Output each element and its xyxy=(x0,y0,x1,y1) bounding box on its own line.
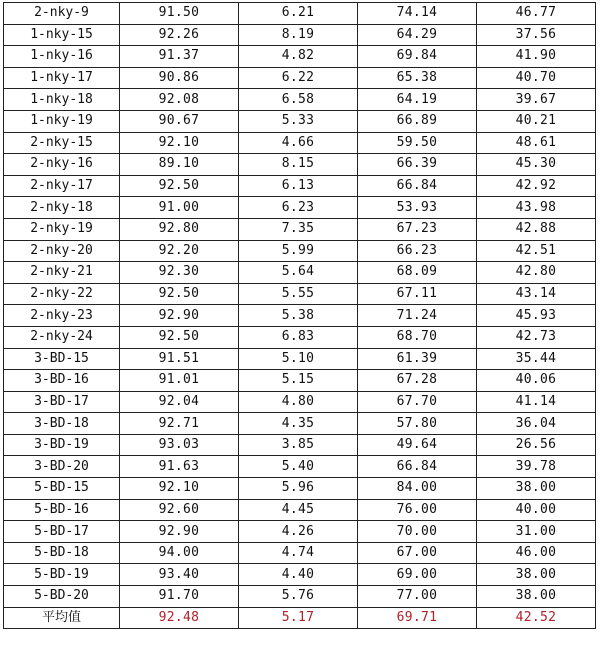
sample-name-cell: 2-nky-19 xyxy=(4,218,120,240)
table-row xyxy=(4,499,596,521)
table-row xyxy=(4,370,596,392)
value-cell: 8.15 xyxy=(239,154,358,176)
sample-name-cell: 2-nky-24 xyxy=(4,326,120,348)
value-cell: 42.51 xyxy=(477,240,596,262)
value-cell: 64.19 xyxy=(358,89,477,111)
value-cell: 6.83 xyxy=(239,326,358,348)
value-cell: 93.03 xyxy=(120,434,239,456)
value-cell: 84.00 xyxy=(358,478,477,500)
value-cell: 42.73 xyxy=(477,326,596,348)
value-cell: 5.99 xyxy=(239,240,358,262)
value-cell: 76.00 xyxy=(358,499,477,521)
table-row xyxy=(4,283,596,305)
value-cell: 7.35 xyxy=(239,218,358,240)
value-cell: 4.80 xyxy=(239,391,358,413)
value-cell: 91.37 xyxy=(120,46,239,68)
sample-name-cell: 3-BD-15 xyxy=(4,348,120,370)
value-cell: 91.50 xyxy=(120,3,239,25)
value-cell: 70.00 xyxy=(358,521,477,543)
sample-name-cell: 1-nky-18 xyxy=(4,89,120,111)
value-cell: 92.10 xyxy=(120,132,239,154)
table-row xyxy=(4,434,596,456)
value-cell: 68.70 xyxy=(358,326,477,348)
value-cell: 5.76 xyxy=(239,586,358,608)
value-cell: 4.35 xyxy=(239,413,358,435)
sample-name-cell: 5-BD-17 xyxy=(4,521,120,543)
value-cell: 92.90 xyxy=(120,521,239,543)
sample-name-cell: 3-BD-19 xyxy=(4,434,120,456)
sample-name-cell: 5-BD-20 xyxy=(4,586,120,608)
value-cell: 36.04 xyxy=(477,413,596,435)
table-row xyxy=(4,132,596,154)
value-cell: 92.60 xyxy=(120,499,239,521)
table-row xyxy=(4,586,596,608)
sample-name-cell: 1-nky-17 xyxy=(4,67,120,89)
value-cell: 65.38 xyxy=(358,67,477,89)
sample-name-cell: 2-nky-18 xyxy=(4,197,120,219)
value-cell: 40.70 xyxy=(477,67,596,89)
sample-name-cell: 2-nky-23 xyxy=(4,305,120,327)
table-row xyxy=(4,305,596,327)
average-value-cell: 69.71 xyxy=(358,607,477,629)
sample-name-cell: 5-BD-19 xyxy=(4,564,120,586)
sample-name-cell: 2-nky-16 xyxy=(4,154,120,176)
value-cell: 8.19 xyxy=(239,24,358,46)
value-cell: 92.04 xyxy=(120,391,239,413)
value-cell: 77.00 xyxy=(358,586,477,608)
table-row xyxy=(4,3,596,25)
value-cell: 4.26 xyxy=(239,521,358,543)
value-cell: 67.00 xyxy=(358,542,477,564)
value-cell: 4.66 xyxy=(239,132,358,154)
table-row xyxy=(4,262,596,284)
value-cell: 92.26 xyxy=(120,24,239,46)
value-cell: 91.63 xyxy=(120,456,239,478)
value-cell: 92.50 xyxy=(120,326,239,348)
value-cell: 37.56 xyxy=(477,24,596,46)
sample-name-cell: 3-BD-20 xyxy=(4,456,120,478)
value-cell: 46.00 xyxy=(477,542,596,564)
value-cell: 92.80 xyxy=(120,218,239,240)
sample-name-cell: 2-nky-22 xyxy=(4,283,120,305)
value-cell: 42.92 xyxy=(477,175,596,197)
value-cell: 45.93 xyxy=(477,305,596,327)
value-cell: 64.29 xyxy=(358,24,477,46)
table-row xyxy=(4,175,596,197)
value-cell: 66.84 xyxy=(358,175,477,197)
value-cell: 90.67 xyxy=(120,110,239,132)
value-cell: 57.80 xyxy=(358,413,477,435)
table-row xyxy=(4,218,596,240)
value-cell: 66.23 xyxy=(358,240,477,262)
value-cell: 48.61 xyxy=(477,132,596,154)
value-cell: 91.01 xyxy=(120,370,239,392)
table-row xyxy=(4,564,596,586)
sample-name-cell: 1-nky-15 xyxy=(4,24,120,46)
value-cell: 67.11 xyxy=(358,283,477,305)
value-cell: 6.23 xyxy=(239,197,358,219)
value-cell: 94.00 xyxy=(120,542,239,564)
value-cell: 6.58 xyxy=(239,89,358,111)
value-cell: 6.13 xyxy=(239,175,358,197)
sample-name-cell: 5-BD-15 xyxy=(4,478,120,500)
table-row xyxy=(4,542,596,564)
table-row xyxy=(4,197,596,219)
value-cell: 46.77 xyxy=(477,3,596,25)
value-cell: 40.21 xyxy=(477,110,596,132)
value-cell: 4.40 xyxy=(239,564,358,586)
table-row xyxy=(4,391,596,413)
value-cell: 91.00 xyxy=(120,197,239,219)
value-cell: 5.15 xyxy=(239,370,358,392)
sample-name-cell: 2-nky-15 xyxy=(4,132,120,154)
sample-name-cell: 2-nky-21 xyxy=(4,262,120,284)
table-row xyxy=(4,110,596,132)
value-cell: 5.55 xyxy=(239,283,358,305)
value-cell: 4.82 xyxy=(239,46,358,68)
value-cell: 4.45 xyxy=(239,499,358,521)
value-cell: 43.98 xyxy=(477,197,596,219)
value-cell: 41.14 xyxy=(477,391,596,413)
value-cell: 40.06 xyxy=(477,370,596,392)
table-row xyxy=(4,326,596,348)
table-body xyxy=(4,3,596,629)
value-cell: 74.14 xyxy=(358,3,477,25)
sample-name-cell: 1-nky-19 xyxy=(4,110,120,132)
value-cell: 61.39 xyxy=(358,348,477,370)
value-cell: 42.80 xyxy=(477,262,596,284)
value-cell: 38.00 xyxy=(477,586,596,608)
average-value-cell: 5.17 xyxy=(239,607,358,629)
value-cell: 5.33 xyxy=(239,110,358,132)
value-cell: 35.44 xyxy=(477,348,596,370)
table-row xyxy=(4,456,596,478)
value-cell: 4.74 xyxy=(239,542,358,564)
value-cell: 6.21 xyxy=(239,3,358,25)
value-cell: 39.67 xyxy=(477,89,596,111)
value-cell: 92.50 xyxy=(120,283,239,305)
value-cell: 89.10 xyxy=(120,154,239,176)
value-cell: 40.00 xyxy=(477,499,596,521)
average-label-cell: 平均值 xyxy=(4,607,120,629)
table-row xyxy=(4,89,596,111)
average-row xyxy=(4,607,596,629)
sample-name-cell: 2-nky-20 xyxy=(4,240,120,262)
sample-name-cell: 3-BD-17 xyxy=(4,391,120,413)
value-cell: 41.90 xyxy=(477,46,596,68)
value-cell: 42.88 xyxy=(477,218,596,240)
value-cell: 5.64 xyxy=(239,262,358,284)
table-row xyxy=(4,240,596,262)
value-cell: 91.70 xyxy=(120,586,239,608)
value-cell: 53.93 xyxy=(358,197,477,219)
data-table xyxy=(3,2,596,629)
sample-name-cell: 5-BD-18 xyxy=(4,542,120,564)
table-row xyxy=(4,46,596,68)
table-row xyxy=(4,154,596,176)
average-value-cell: 92.48 xyxy=(120,607,239,629)
value-cell: 5.40 xyxy=(239,456,358,478)
data-table-container xyxy=(3,2,596,629)
table-row xyxy=(4,413,596,435)
value-cell: 31.00 xyxy=(477,521,596,543)
value-cell: 92.30 xyxy=(120,262,239,284)
value-cell: 38.00 xyxy=(477,564,596,586)
value-cell: 38.00 xyxy=(477,478,596,500)
value-cell: 67.70 xyxy=(358,391,477,413)
value-cell: 92.20 xyxy=(120,240,239,262)
value-cell: 69.84 xyxy=(358,46,477,68)
sample-name-cell: 2-nky-9 xyxy=(4,3,120,25)
value-cell: 90.86 xyxy=(120,67,239,89)
value-cell: 39.78 xyxy=(477,456,596,478)
value-cell: 66.39 xyxy=(358,154,477,176)
value-cell: 92.71 xyxy=(120,413,239,435)
sample-name-cell: 3-BD-16 xyxy=(4,370,120,392)
value-cell: 92.50 xyxy=(120,175,239,197)
value-cell: 69.00 xyxy=(358,564,477,586)
value-cell: 92.90 xyxy=(120,305,239,327)
table-row xyxy=(4,67,596,89)
value-cell: 93.40 xyxy=(120,564,239,586)
table-row xyxy=(4,478,596,500)
value-cell: 43.14 xyxy=(477,283,596,305)
value-cell: 66.89 xyxy=(358,110,477,132)
value-cell: 66.84 xyxy=(358,456,477,478)
value-cell: 6.22 xyxy=(239,67,358,89)
table-row xyxy=(4,24,596,46)
average-value-cell: 42.52 xyxy=(477,607,596,629)
value-cell: 68.09 xyxy=(358,262,477,284)
value-cell: 3.85 xyxy=(239,434,358,456)
value-cell: 92.10 xyxy=(120,478,239,500)
value-cell: 5.38 xyxy=(239,305,358,327)
value-cell: 91.51 xyxy=(120,348,239,370)
sample-name-cell: 5-BD-16 xyxy=(4,499,120,521)
value-cell: 92.08 xyxy=(120,89,239,111)
sample-name-cell: 1-nky-16 xyxy=(4,46,120,68)
value-cell: 67.28 xyxy=(358,370,477,392)
value-cell: 71.24 xyxy=(358,305,477,327)
value-cell: 59.50 xyxy=(358,132,477,154)
table-row xyxy=(4,521,596,543)
value-cell: 5.10 xyxy=(239,348,358,370)
value-cell: 5.96 xyxy=(239,478,358,500)
sample-name-cell: 2-nky-17 xyxy=(4,175,120,197)
sample-name-cell: 3-BD-18 xyxy=(4,413,120,435)
value-cell: 67.23 xyxy=(358,218,477,240)
value-cell: 49.64 xyxy=(358,434,477,456)
table-row xyxy=(4,348,596,370)
value-cell: 26.56 xyxy=(477,434,596,456)
value-cell: 45.30 xyxy=(477,154,596,176)
